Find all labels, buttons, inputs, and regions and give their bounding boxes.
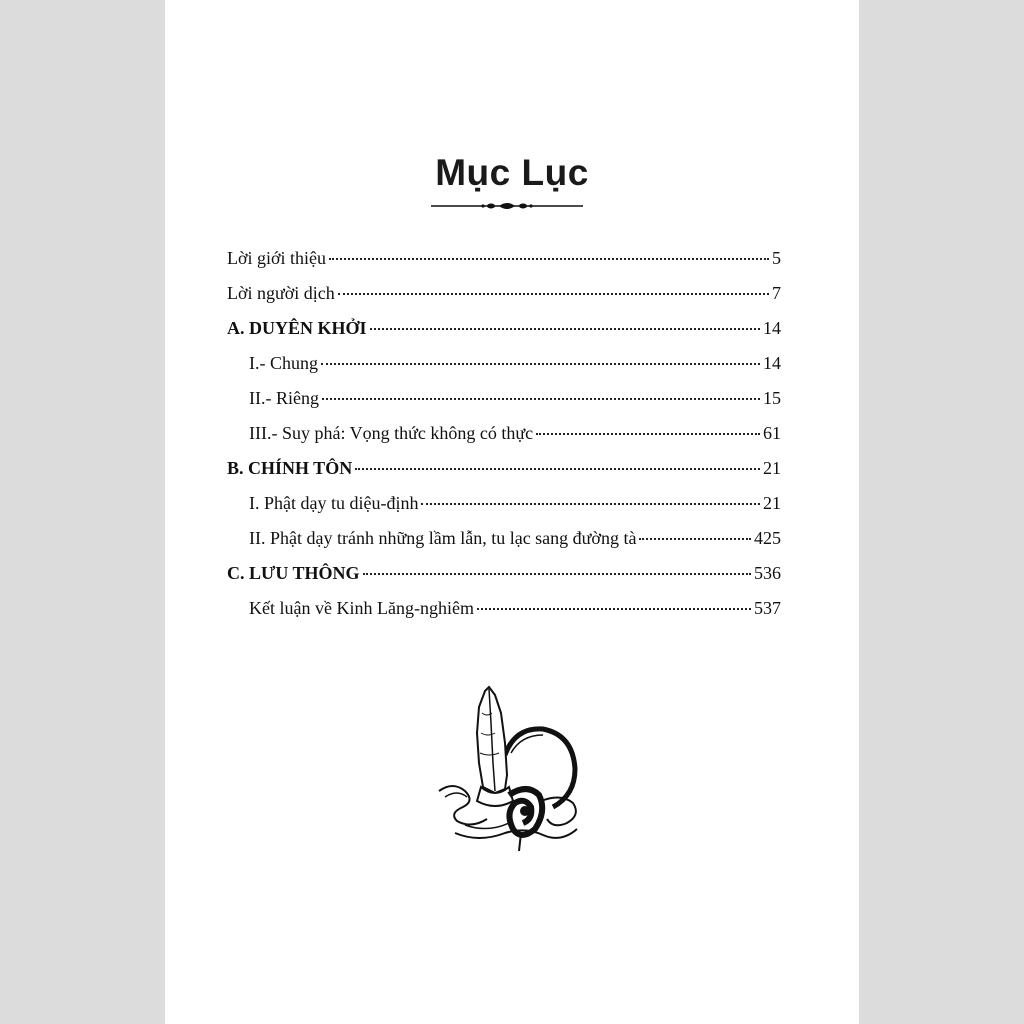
toc-entry-label: Lời người dịch bbox=[227, 283, 335, 303]
toc-entry-label: II. Phật dạy tránh những lầm lẫn, tu lạc sang đường tà bbox=[249, 528, 637, 548]
dot-leader bbox=[329, 258, 769, 260]
toc-entry-page: 15 bbox=[763, 388, 781, 408]
toc-section-entry[interactable] bbox=[227, 458, 781, 493]
page-title: Mục Lục bbox=[435, 152, 589, 193]
dot-leader bbox=[536, 433, 760, 435]
toc-entry-page: 21 bbox=[763, 458, 781, 478]
toc-section-entry[interactable] bbox=[227, 318, 781, 353]
toc-subentry[interactable] bbox=[227, 423, 781, 458]
toc-entry-page: 425 bbox=[754, 528, 781, 548]
toc-entry-page: 14 bbox=[763, 353, 781, 373]
toc-subentry[interactable] bbox=[227, 388, 781, 423]
toc-subentry[interactable] bbox=[227, 493, 781, 528]
toc-subentry[interactable] bbox=[227, 353, 781, 388]
dot-leader bbox=[363, 573, 751, 575]
title-ornament bbox=[429, 196, 585, 216]
toc-subentry[interactable] bbox=[227, 598, 781, 633]
dot-leader bbox=[370, 328, 760, 330]
dot-leader bbox=[321, 363, 760, 365]
toc-entry-label: I.- Chung bbox=[249, 353, 318, 373]
toc-entry-label: III.- Suy phá: Vọng thức không có thực bbox=[249, 423, 534, 443]
toc-entry-label: I. Phật dạy tu diệu-định bbox=[249, 493, 419, 513]
dot-leader bbox=[639, 538, 751, 540]
toc-section-label: A. DUYÊN KHỞI bbox=[227, 318, 367, 338]
toc-entry-page: 537 bbox=[754, 598, 781, 618]
toc-section-label: C. LƯU THÔNG bbox=[227, 563, 360, 583]
toc-entry[interactable] bbox=[227, 283, 781, 318]
toc-section-entry[interactable] bbox=[227, 563, 781, 598]
toc-entry-label: Lời giới thiệu bbox=[227, 248, 327, 268]
dot-leader bbox=[421, 503, 760, 505]
toc-entry-page: 61 bbox=[763, 423, 781, 443]
toc-entry-page: 21 bbox=[763, 493, 781, 513]
toc-section-label: B. CHÍNH TÔN bbox=[227, 458, 353, 478]
toc-entry-page: 7 bbox=[772, 283, 781, 303]
dot-leader bbox=[338, 293, 769, 295]
table-of-contents bbox=[227, 248, 781, 633]
toc-entry-page: 5 bbox=[772, 248, 781, 268]
toc-entry[interactable] bbox=[227, 248, 781, 283]
toc-subentry[interactable] bbox=[227, 528, 781, 563]
toc-entry-label: II.- Riêng bbox=[249, 388, 319, 408]
dot-leader bbox=[355, 468, 760, 470]
toc-entry-label: Kết luận về Kinh Lăng-nghiêm bbox=[249, 598, 474, 618]
dot-leader bbox=[477, 608, 751, 610]
toc-entry-page: 14 bbox=[763, 318, 781, 338]
book-page bbox=[165, 0, 859, 1024]
toc-entry-page: 536 bbox=[754, 563, 781, 583]
dot-leader bbox=[322, 398, 760, 400]
praying-hands-illustration bbox=[435, 683, 585, 855]
